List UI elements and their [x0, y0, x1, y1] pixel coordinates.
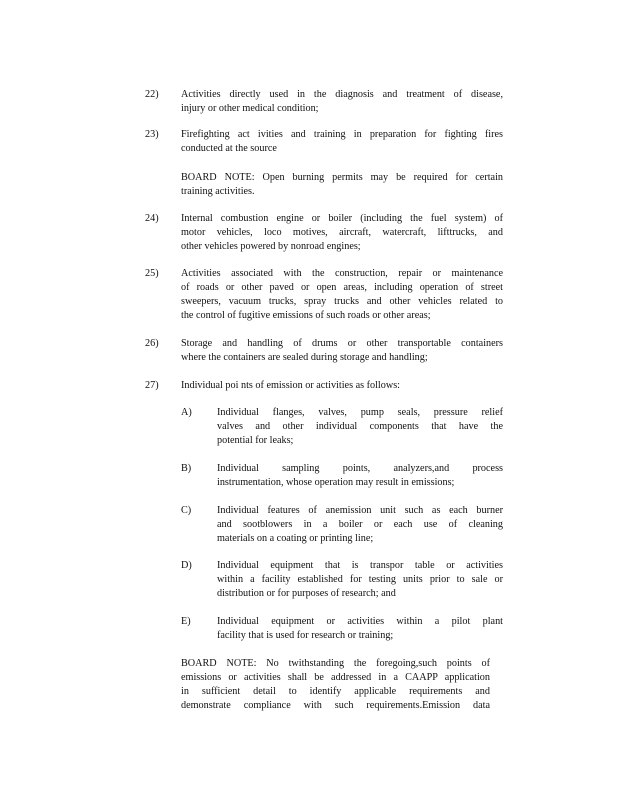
item-text [181, 379, 503, 393]
item-number: 27) [145, 380, 159, 391]
text-line: Firefighting act ivities and training in preparation for fighting fires [181, 129, 503, 140]
item-text [181, 128, 503, 156]
item-text [181, 88, 503, 116]
item-text [181, 337, 503, 365]
sub-item-text [217, 615, 503, 643]
text-line: Internal combustion engine or boiler (including the fuel system) of [181, 213, 503, 224]
sub-item-text [217, 504, 503, 546]
sub-item-text [217, 462, 503, 490]
text-line: instrumentation, whose operation may result in emissions; [217, 477, 455, 488]
text-line: potential for leaks; [217, 435, 294, 446]
text-line: demonstrate compliance with such requirements.Emission data [181, 700, 490, 711]
sub-item-letter: D) [181, 560, 192, 571]
sub-item-letter: C) [181, 505, 192, 516]
sub-item-letter: E) [181, 616, 191, 627]
text-line: other vehicles powered by nonroad engines; [181, 241, 361, 252]
sub-item-text [217, 406, 503, 448]
text-line: of roads or other paved or open areas, including operation of street [181, 282, 503, 293]
text-line: emissions or activities shall be addressed in a CAAPP application [181, 672, 490, 683]
text-line: the control of fugitive emissions of such roads or other areas; [181, 310, 431, 321]
text-line: injury or other medical condition; [181, 103, 319, 114]
text-line: materials on a coating or printing line; [217, 533, 374, 544]
item-number: 23) [145, 129, 159, 140]
final-board-note [181, 657, 490, 713]
sub-item-text [217, 559, 503, 601]
text-line: valves and other individual components that have the [217, 421, 503, 432]
item-number: 25) [145, 268, 159, 279]
text-line: motor vehicles, loco motives, aircraft, watercraft, lifttrucks, and [181, 227, 503, 238]
text-line: Individual flanges, valves, pump seals, pressure relief [217, 407, 503, 418]
text-line: training activities. [181, 186, 255, 197]
item-number: 26) [145, 338, 159, 349]
text-line: sweepers, vacuum trucks, spray trucks and other vehicles related to [181, 296, 503, 307]
text-line: Activities directly used in the diagnosis and treatment of disease, [181, 89, 503, 100]
text-line: Storage and handling of drums or other transportable containers [181, 338, 503, 349]
text-line: BOARD NOTE: No twithstanding the foregoing,such points of [181, 658, 490, 669]
text-line: in sufficient detail to identify applicable requirements and [181, 686, 490, 697]
item-number: 22) [145, 89, 159, 100]
text-line: where the containers are sealed during storage and handling; [181, 352, 428, 363]
sub-item-letter: A) [181, 407, 192, 418]
text-line: facility that is used for research or training; [217, 630, 394, 641]
text-line: BOARD NOTE: Open burning permits may be required for certain [181, 172, 503, 183]
text-line: and sootblowers in a boiler or each use of cleaning [217, 519, 503, 530]
item-text [181, 212, 503, 254]
text-line: distribution or for purposes of research; and [217, 588, 396, 599]
item-text [181, 267, 503, 323]
text-line: Individual features of anemission unit such as each burner [217, 505, 503, 516]
text-line: conducted at the source [181, 143, 277, 154]
text-line: Individual poi nts of emission or activities as follows: [181, 380, 401, 391]
text-line: Individual sampling points, analyzers,and process [217, 463, 503, 474]
text-line: Individual equipment or activities within a pilot plant [217, 616, 503, 627]
item-number: 24) [145, 213, 159, 224]
sub-item-letter: B) [181, 463, 192, 474]
board-note [181, 171, 503, 199]
text-line: Activities associated with the construction, repair or maintenance [181, 268, 503, 279]
text-line: Individual equipment that is transpor table or activities [217, 560, 503, 571]
text-line: within a facility established for testing units prior to sale or [217, 574, 503, 585]
